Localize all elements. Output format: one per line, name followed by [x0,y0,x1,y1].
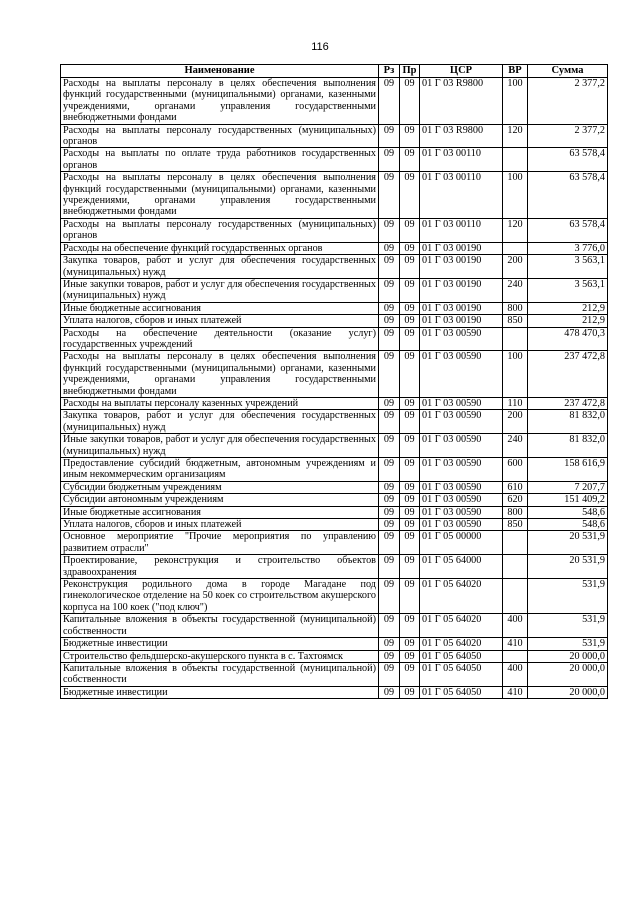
row-pr: 09 [400,255,420,279]
row-sum: 20 000,0 [528,662,608,686]
row-name: Расходы на выплаты персоналу казенных учреждений [61,397,379,409]
row-rz: 09 [379,662,400,686]
row-rz: 09 [379,172,400,219]
table-row [61,148,608,172]
row-pr: 09 [400,494,420,506]
row-csr: 01 Г 05 00000 [420,531,503,555]
header-rz: Рз [379,65,400,78]
header-sum: Сумма [528,65,608,78]
row-rz: 09 [379,218,400,242]
table-row [61,686,608,698]
table-row [61,302,608,314]
row-pr: 09 [400,531,420,555]
row-csr: 01 Г 03 00110 [420,172,503,219]
row-sum: 212,9 [528,302,608,314]
row-csr: 01 Г 05 64020 [420,579,503,614]
row-sum: 531,9 [528,614,608,638]
row-rz: 09 [379,255,400,279]
table-row [61,519,608,531]
row-csr: 01 Г 03 00590 [420,458,503,482]
table-row [61,172,608,219]
row-pr: 09 [400,124,420,148]
row-csr: 01 Г 03 R9800 [420,78,503,125]
row-name: Субсидии бюджетным учреждениям [61,481,379,493]
row-csr: 01 Г 03 00590 [420,327,503,351]
row-name: Уплата налогов, сборов и иных платежей [61,315,379,327]
row-name: Реконструкция родильного дома в городе Магадане под гинекологическое отделение на 50 коек со строительством акушерского корпуса на 100 коек ("под ключ") [61,579,379,614]
table-row [61,458,608,482]
row-csr: 01 Г 03 00190 [420,302,503,314]
row-vr: 610 [503,481,528,493]
row-pr: 09 [400,315,420,327]
row-name: Закупка товаров, работ и услуг для обеспечения государственных (муниципальных) нужд [61,410,379,434]
row-csr: 01 Г 03 00590 [420,434,503,458]
table-row [61,218,608,242]
row-sum: 20 000,0 [528,686,608,698]
row-pr: 09 [400,78,420,125]
table-row [61,255,608,279]
table-row [61,327,608,351]
row-vr: 100 [503,351,528,398]
row-rz: 09 [379,397,400,409]
row-vr: 240 [503,278,528,302]
row-sum: 548,6 [528,519,608,531]
row-sum: 63 578,4 [528,218,608,242]
row-csr: 01 Г 05 64020 [420,638,503,650]
row-rz: 09 [379,278,400,302]
table-body [61,78,608,699]
table-row [61,579,608,614]
row-pr: 09 [400,278,420,302]
budget-table [60,64,608,699]
row-rz: 09 [379,506,400,518]
row-pr: 09 [400,172,420,219]
row-vr: 800 [503,506,528,518]
row-csr: 01 Г 03 00110 [420,218,503,242]
row-rz: 09 [379,579,400,614]
row-vr: 410 [503,638,528,650]
row-sum: 3 776,0 [528,242,608,254]
row-csr: 01 Г 03 00110 [420,148,503,172]
row-name: Бюджетные инвестиции [61,686,379,698]
row-vr: 400 [503,662,528,686]
row-name: Предоставление субсидий бюджетным, автономным учреждениям и иным некоммерческим организациям [61,458,379,482]
row-name: Иные закупки товаров, работ и услуг для обеспечения государственных (муниципальных) нужд [61,278,379,302]
row-rz: 09 [379,315,400,327]
table-row [61,481,608,493]
row-pr: 09 [400,650,420,662]
row-sum: 478 470,3 [528,327,608,351]
table-row [61,434,608,458]
row-pr: 09 [400,434,420,458]
row-csr: 01 Г 03 00190 [420,315,503,327]
table-row [61,506,608,518]
table-row [61,124,608,148]
row-sum: 158 616,9 [528,458,608,482]
row-name: Проектирование, реконструкция и строительство объектов здравоохранения [61,555,379,579]
header-vr: ВР [503,65,528,78]
row-pr: 09 [400,148,420,172]
row-vr: 850 [503,519,528,531]
row-csr: 01 Г 05 64050 [420,650,503,662]
row-vr [503,242,528,254]
row-vr: 100 [503,172,528,219]
row-name: Закупка товаров, работ и услуг для обеспечения государственных (муниципальных) нужд [61,255,379,279]
header-csr: ЦСР [420,65,503,78]
row-rz: 09 [379,124,400,148]
table-row [61,555,608,579]
row-pr: 09 [400,218,420,242]
row-vr [503,327,528,351]
row-rz: 09 [379,148,400,172]
row-sum: 2 377,2 [528,124,608,148]
row-name: Расходы на обеспечение функций государственных органов [61,242,379,254]
row-name: Капитальные вложения в объекты государственной (муниципальной) собственности [61,614,379,638]
row-csr: 01 Г 05 64050 [420,662,503,686]
row-rz: 09 [379,531,400,555]
row-pr: 09 [400,638,420,650]
row-rz: 09 [379,494,400,506]
row-vr: 120 [503,124,528,148]
row-pr: 09 [400,302,420,314]
row-rz: 09 [379,638,400,650]
row-vr: 620 [503,494,528,506]
row-pr: 09 [400,614,420,638]
row-csr: 01 Г 05 64000 [420,555,503,579]
row-name: Иные закупки товаров, работ и услуг для обеспечения государственных (муниципальных) нужд [61,434,379,458]
row-vr: 120 [503,218,528,242]
row-pr: 09 [400,579,420,614]
row-vr: 600 [503,458,528,482]
row-rz: 09 [379,327,400,351]
row-sum: 2 377,2 [528,78,608,125]
row-vr [503,531,528,555]
row-rz: 09 [379,302,400,314]
row-csr: 01 Г 03 00190 [420,242,503,254]
row-pr: 09 [400,481,420,493]
row-name: Бюджетные инвестиции [61,638,379,650]
row-pr: 09 [400,519,420,531]
row-name: Расходы на выплаты персоналу в целях обеспечения выполнения функций государственными (муниципальными) органами, казенными учреждениями, органами управления государственными внебюджетными фондами [61,172,379,219]
row-pr: 09 [400,351,420,398]
row-csr: 01 Г 03 00590 [420,351,503,398]
row-pr: 09 [400,662,420,686]
row-vr [503,579,528,614]
table-row [61,351,608,398]
row-csr: 01 Г 03 00590 [420,519,503,531]
header-pr: Пр [400,65,420,78]
table-row [61,494,608,506]
row-vr: 110 [503,397,528,409]
row-sum: 81 832,0 [528,410,608,434]
row-csr: 01 Г 03 00590 [420,410,503,434]
row-csr: 01 Г 03 00590 [420,494,503,506]
table-row [61,650,608,662]
row-pr: 09 [400,327,420,351]
table-row [61,242,608,254]
row-name: Расходы на выплаты по оплате труда работников государственных органов [61,148,379,172]
page-number: 116 [311,41,329,53]
row-sum: 63 578,4 [528,148,608,172]
row-sum: 237 472,8 [528,397,608,409]
row-vr: 200 [503,255,528,279]
row-sum: 212,9 [528,315,608,327]
table-row [61,410,608,434]
row-pr: 09 [400,686,420,698]
row-name: Иные бюджетные ассигнования [61,302,379,314]
row-csr: 01 Г 03 00590 [420,506,503,518]
row-sum: 20 000,0 [528,650,608,662]
row-rz: 09 [379,78,400,125]
row-pr: 09 [400,506,420,518]
row-vr: 200 [503,410,528,434]
row-sum: 20 531,9 [528,531,608,555]
row-csr: 01 Г 03 00190 [420,255,503,279]
row-csr: 01 Г 03 00590 [420,481,503,493]
row-name: Субсидии автономным учреждениям [61,494,379,506]
table-row [61,278,608,302]
row-csr: 01 Г 03 R9800 [420,124,503,148]
row-name: Расходы на выплаты персоналу государственных (муниципальных) органов [61,124,379,148]
row-rz: 09 [379,686,400,698]
row-rz: 09 [379,519,400,531]
row-sum: 20 531,9 [528,555,608,579]
row-rz: 09 [379,650,400,662]
row-vr [503,555,528,579]
row-name: Расходы на выплаты персоналу в целях обеспечения выполнения функций государственными (муниципальными) органами, казенными учреждениями, органами управления государственными внебюджетными фондами [61,351,379,398]
row-pr: 09 [400,242,420,254]
row-csr: 01 Г 03 00590 [420,397,503,409]
row-sum: 237 472,8 [528,351,608,398]
row-rz: 09 [379,242,400,254]
row-sum: 531,9 [528,579,608,614]
row-name: Расходы на обеспечение деятельности (оказание услуг) государственных учреждений [61,327,379,351]
table-row [61,315,608,327]
row-csr: 01 Г 05 64050 [420,686,503,698]
row-name: Расходы на выплаты персоналу в целях обеспечения выполнения функций государственными (муниципальными) органами, казенными учреждениями, органами управления государственными внебюджетными фондами [61,78,379,125]
row-sum: 151 409,2 [528,494,608,506]
row-sum: 81 832,0 [528,434,608,458]
row-rz: 09 [379,351,400,398]
table-row [61,614,608,638]
row-rz: 09 [379,481,400,493]
row-name: Расходы на выплаты персоналу государственных (муниципальных) органов [61,218,379,242]
row-sum: 548,6 [528,506,608,518]
table-row [61,638,608,650]
row-name: Иные бюджетные ассигнования [61,506,379,518]
row-name: Уплата налогов, сборов и иных платежей [61,519,379,531]
row-rz: 09 [379,434,400,458]
row-vr: 410 [503,686,528,698]
row-vr: 850 [503,315,528,327]
row-vr: 240 [503,434,528,458]
row-rz: 09 [379,410,400,434]
row-vr: 100 [503,78,528,125]
row-sum: 531,9 [528,638,608,650]
row-sum: 7 207,7 [528,481,608,493]
header-name: Наименование [61,65,379,78]
table-row [61,78,608,125]
table-header-row [61,65,608,78]
row-sum: 3 563,1 [528,255,608,279]
row-csr: 01 Г 05 64020 [420,614,503,638]
row-name: Капитальные вложения в объекты государственной (муниципальной) собственности [61,662,379,686]
row-vr [503,650,528,662]
row-vr: 800 [503,302,528,314]
row-pr: 09 [400,410,420,434]
row-name: Основное мероприятие "Прочие мероприятия по управлению развитием отрасли" [61,531,379,555]
row-vr [503,148,528,172]
row-pr: 09 [400,555,420,579]
row-pr: 09 [400,458,420,482]
table-row [61,397,608,409]
row-name: Строительство фельдшерско-акушерского пункта в с. Тахтоямск [61,650,379,662]
row-vr: 400 [503,614,528,638]
row-rz: 09 [379,555,400,579]
table-row [61,662,608,686]
row-rz: 09 [379,614,400,638]
row-sum: 63 578,4 [528,172,608,219]
row-rz: 09 [379,458,400,482]
table-row [61,531,608,555]
row-sum: 3 563,1 [528,278,608,302]
row-pr: 09 [400,397,420,409]
row-csr: 01 Г 03 00190 [420,278,503,302]
